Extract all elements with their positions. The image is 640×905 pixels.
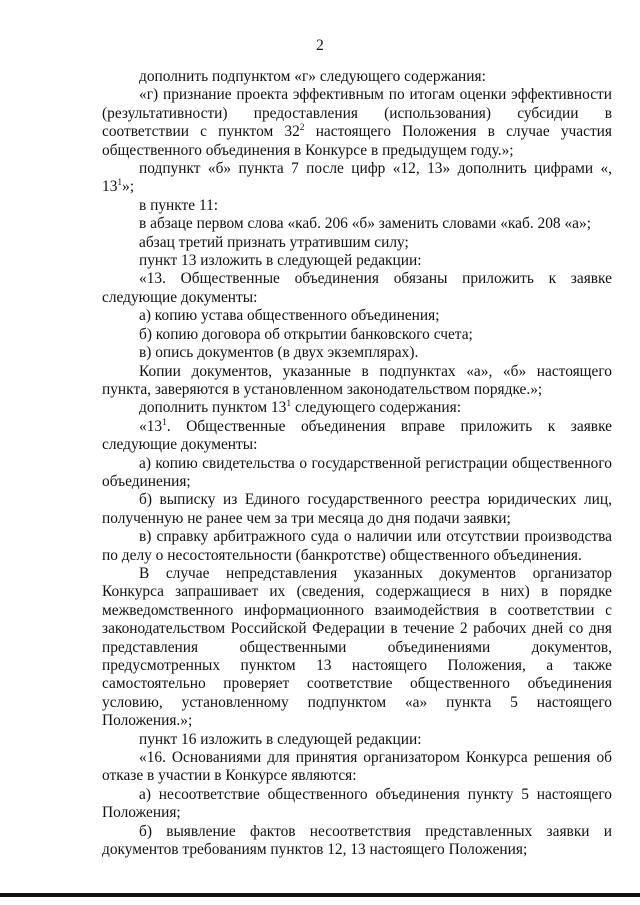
superscript: 2 <box>299 123 305 134</box>
superscript: 1 <box>117 178 123 189</box>
bottom-rule <box>0 893 640 897</box>
paragraph: б) копию договора об открытии банковского счета; <box>139 325 473 343</box>
paragraph: в) опись документов (в двух экземплярах). <box>139 344 419 362</box>
superscript: 1 <box>286 399 292 410</box>
paragraph: «г) признание проекта эффективным по итогам оценки эффективности (результативности) предоставления (использования) субсидии в соответствии с пунктом $32^2$ настоящего Положения в случае участия общественного объединения в Конкурсе в предыдущем году.»; <box>102 86 612 159</box>
paragraph: абзац третий признать утратившим силу; <box>139 233 409 251</box>
page-number: 2 <box>316 37 324 54</box>
paragraph: в абзаце первом слова «каб. 206 «б» заменить словами «каб. 208 «а»; <box>139 215 591 233</box>
paragraph: «16. Основаниями для принятия организатором Конкурса решения об отказе в участии в Конкурсе являются: <box>102 749 612 785</box>
paragraph: «$13^1$. Общественные объединения вправе приложить к заявке следующие документы: <box>102 417 612 454</box>
paragraph: б) выписку из Единого государственного реестра юридических лиц, полученную не ранее чем за три месяца до дня подачи заявки; <box>102 491 612 527</box>
paragraph: в пункте 11: <box>139 196 219 214</box>
paragraph: в) справку арбитражного суда о наличии или отсутствии производства по делу о несостоятельности (банкротстве) общественного объединения. <box>102 528 612 564</box>
paragraph: Копии документов, указанные в подпунктах «а», «б» настоящего пункта, заверяются в установленном законодательством порядке.»; <box>102 362 612 398</box>
paragraph: подпункт «б» пункта 7 после цифр «12, 13» дополнить цифрами «, $13^1$»; <box>102 160 612 196</box>
superscript: 1 <box>162 417 167 428</box>
paragraph: а) несоответствие общественного объединения пункту 5 настоящего Положения; <box>102 785 612 822</box>
paragraph: а) копию устава общественного объединения; <box>139 307 440 325</box>
paragraph: пункт 16 изложить в следующей редакции: <box>139 730 422 748</box>
paragraph: дополнить подпунктом «г» следующего содержания: <box>139 68 486 85</box>
paragraph: В случае непредставления указанных документов организатор Конкурса запрашивает их (сведения, содержащиеся в них) в порядке межведомственного информационного взаимодействия в соответствии с законодательством Российской Федерации в течение 2 рабочих дней со дня представления общественными объединениями документов, предусмотренных пунктом 13 настоящего Положения, а также самостоятельно проверяет соответствие общественного объединения условию, установленному подпунктом «а» пункта 5 настоящего Положения.»; <box>102 564 612 730</box>
document-body <box>102 68 612 859</box>
paragraph: дополнить пунктом $13^1$ следующего содержания: <box>139 399 462 417</box>
paragraph: б) выявление фактов несоответствия представленных заявки и документов требованиям пунктов 12, 13 настоящего Положения; <box>102 822 612 859</box>
paragraph: «13. Общественные объединения обязаны приложить к заявке следующие документы: <box>102 270 612 306</box>
paragraph: а) копию свидетельства о государственной регистрации общественного объединения; <box>102 454 612 490</box>
paragraph: пункт 13 изложить в следующей редакции: <box>139 252 422 270</box>
